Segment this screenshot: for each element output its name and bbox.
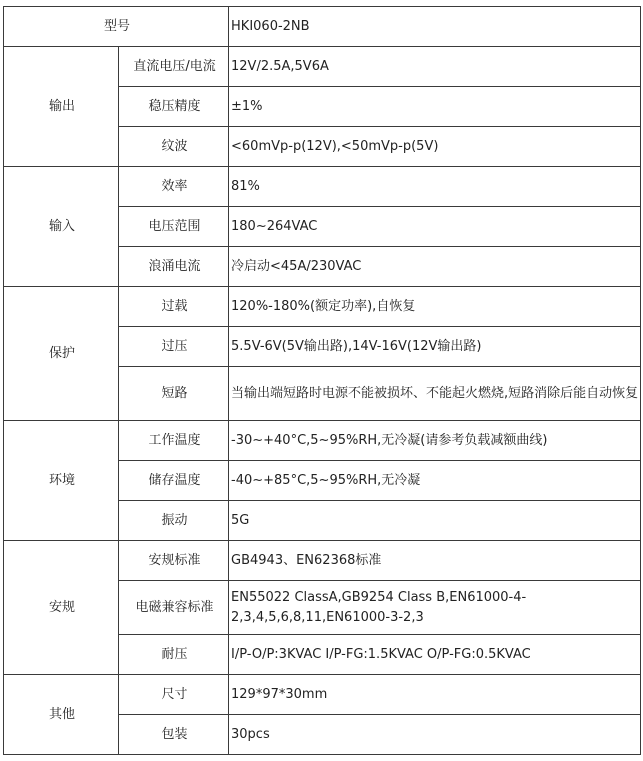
- param-label: 振动: [119, 501, 229, 541]
- param-value: 129*97*30mm: [229, 675, 641, 715]
- param-label: 直流电压/电流: [119, 47, 229, 87]
- param-value: GB4943、EN62368标准: [229, 541, 641, 581]
- table-row: [4, 287, 641, 327]
- table-row: [4, 541, 641, 581]
- param-label: 储存温度: [119, 461, 229, 501]
- spec-table: [3, 6, 641, 755]
- param-value: 180~264VAC: [229, 207, 641, 247]
- param-label: 工作温度: [119, 421, 229, 461]
- model-label: 型号: [4, 7, 229, 47]
- param-label: 包装: [119, 715, 229, 755]
- param-value: ±1%: [229, 87, 641, 127]
- table-row: [4, 167, 641, 207]
- param-label: 尺寸: [119, 675, 229, 715]
- param-value: 12V/2.5A,5V6A: [229, 47, 641, 87]
- param-value: 5.5V-6V(5V输出路),14V-16V(12V输出路): [229, 327, 641, 367]
- param-value: 81%: [229, 167, 641, 207]
- table-row: [4, 675, 641, 715]
- param-label: 短路: [119, 367, 229, 421]
- table-row-model: [4, 7, 641, 47]
- category-input: 输入: [4, 167, 119, 287]
- table-row: [4, 47, 641, 87]
- category-output: 输出: [4, 47, 119, 167]
- param-label: 稳压精度: [119, 87, 229, 127]
- param-label: 电磁兼容标准: [119, 581, 229, 635]
- table-row: [4, 421, 641, 461]
- model-value: HKI060-2NB: [229, 7, 641, 47]
- param-value: 30pcs: [229, 715, 641, 755]
- param-label: 耐压: [119, 635, 229, 675]
- category-environment: 环境: [4, 421, 119, 541]
- category-other: 其他: [4, 675, 119, 755]
- param-value: 当输出端短路时电源不能被损坏、不能起火燃烧,短路消除后能自动恢复: [229, 367, 641, 421]
- param-label: 纹波: [119, 127, 229, 167]
- param-value: -40~+85°C,5~95%RH,无冷凝: [229, 461, 641, 501]
- param-value: 冷启动<45A/230VAC: [229, 247, 641, 287]
- param-value: EN55022 ClassA,GB9254 Class B,EN61000-4-2,3,4,5,6,8,11,EN61000-3-2,3: [229, 581, 641, 635]
- category-protection: 保护: [4, 287, 119, 421]
- param-label: 效率: [119, 167, 229, 207]
- param-value: -30~+40°C,5~95%RH,无冷凝(请参考负载减额曲线): [229, 421, 641, 461]
- param-value: I/P-O/P:3KVAC I/P-FG:1.5KVAC O/P-FG:0.5KVAC: [229, 635, 641, 675]
- param-label: 过载: [119, 287, 229, 327]
- param-label: 浪涌电流: [119, 247, 229, 287]
- param-value: <60mVp-p(12V),<50mVp-p(5V): [229, 127, 641, 167]
- param-label: 过压: [119, 327, 229, 367]
- category-safety: 安规: [4, 541, 119, 675]
- param-label: 安规标准: [119, 541, 229, 581]
- param-label: 电压范围: [119, 207, 229, 247]
- param-value: 5G: [229, 501, 641, 541]
- param-value: 120%-180%(额定功率),自恢复: [229, 287, 641, 327]
